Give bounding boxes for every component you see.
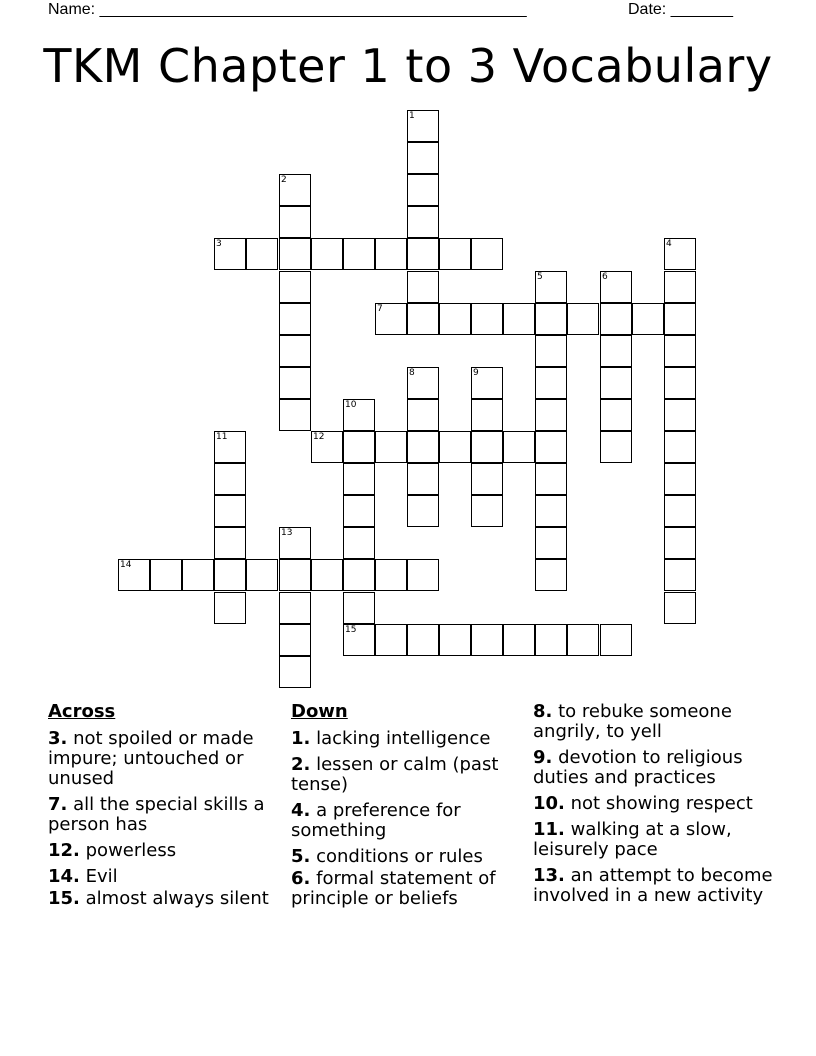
clue-text: not spoiled or made impure; untouched or unused	[48, 728, 254, 789]
grid-cell[interactable]	[567, 624, 599, 656]
grid-cell[interactable]	[439, 238, 471, 270]
grid-cell[interactable]	[375, 431, 407, 463]
cell-number: 13	[281, 528, 293, 538]
grid-cell[interactable]	[600, 431, 632, 463]
clue-down-13	[533, 866, 773, 906]
clue-text: walking at a slow, leisurely pace	[533, 819, 732, 860]
clue-number: 6.	[291, 868, 311, 889]
grid-cell[interactable]	[279, 527, 311, 559]
grid-cell[interactable]	[471, 463, 503, 495]
grid-cell[interactable]	[407, 559, 439, 591]
clue-number: 8.	[533, 701, 553, 722]
across-heading: Across	[48, 701, 116, 722]
grid-cell[interactable]	[407, 431, 439, 463]
page-title: TKM Chapter 1 to 3 Vocabulary	[43, 39, 773, 93]
clue-number: 2.	[291, 754, 311, 775]
grid-cell[interactable]	[664, 592, 696, 624]
grid-cell[interactable]	[407, 463, 439, 495]
grid-cell[interactable]	[407, 495, 439, 527]
grid-cell[interactable]	[471, 367, 503, 399]
clue-across-7	[48, 795, 273, 835]
grid-cell[interactable]	[535, 367, 567, 399]
clue-down-5	[291, 847, 521, 867]
cell-number: 11	[216, 432, 228, 442]
clue-number: 5.	[291, 846, 311, 867]
grid-cell[interactable]	[664, 367, 696, 399]
grid-cell[interactable]	[311, 431, 343, 463]
grid-cell[interactable]	[600, 335, 632, 367]
grid-cell[interactable]	[343, 559, 375, 591]
grid-cell[interactable]	[279, 174, 311, 206]
grid-cell[interactable]	[439, 303, 471, 335]
name-field-label[interactable]: Name: ________________________________________________	[48, 1, 527, 18]
clue-number: 15.	[48, 888, 80, 909]
grid-cell[interactable]	[535, 527, 567, 559]
grid-cell[interactable]	[664, 559, 696, 591]
clue-number: 12.	[48, 840, 80, 861]
grid-cell[interactable]	[375, 303, 407, 335]
grid-cell[interactable]	[279, 592, 311, 624]
grid-cell[interactable]	[535, 624, 567, 656]
grid-cell[interactable]	[375, 238, 407, 270]
clue-text: Evil	[85, 866, 118, 887]
cell-number: 3	[216, 239, 222, 249]
cell-number: 15	[345, 625, 357, 635]
grid-cell[interactable]	[279, 238, 311, 270]
grid-cell[interactable]	[279, 367, 311, 399]
grid-cell[interactable]	[664, 463, 696, 495]
clue-across-15	[48, 889, 273, 909]
grid-cell[interactable]	[407, 303, 439, 335]
grid-cell[interactable]	[407, 399, 439, 431]
grid-cell[interactable]	[279, 399, 311, 431]
grid-cell[interactable]	[664, 495, 696, 527]
grid-cell[interactable]	[343, 592, 375, 624]
grid-cell[interactable]	[343, 238, 375, 270]
grid-cell[interactable]	[439, 431, 471, 463]
grid-cell[interactable]	[439, 624, 471, 656]
grid-cell[interactable]	[343, 624, 375, 656]
grid-cell[interactable]	[503, 303, 535, 335]
grid-cell[interactable]	[279, 303, 311, 335]
grid-cell[interactable]	[535, 271, 567, 303]
grid-cell[interactable]	[600, 303, 632, 335]
clue-down-4	[291, 801, 521, 841]
clue-text: lacking intelligence	[316, 728, 491, 749]
grid-cell[interactable]	[279, 624, 311, 656]
grid-cell[interactable]	[407, 238, 439, 270]
grid-cell[interactable]	[279, 656, 311, 688]
clue-across-12	[48, 841, 273, 861]
grid-cell[interactable]	[567, 303, 599, 335]
clue-number: 11.	[533, 819, 565, 840]
grid-cell[interactable]	[182, 559, 214, 591]
grid-cell[interactable]	[375, 624, 407, 656]
grid-cell[interactable]	[279, 335, 311, 367]
grid-cell[interactable]	[279, 271, 311, 303]
grid-cell[interactable]	[343, 527, 375, 559]
down-clues-continued	[533, 702, 773, 912]
cell-number: 5	[537, 272, 543, 282]
grid-cell[interactable]	[407, 110, 439, 142]
grid-cell[interactable]	[214, 463, 246, 495]
grid-cell[interactable]	[214, 559, 246, 591]
grid-cell[interactable]	[471, 238, 503, 270]
grid-cell[interactable]	[343, 495, 375, 527]
grid-cell[interactable]	[407, 174, 439, 206]
date-field-label[interactable]: Date: _______	[628, 1, 733, 18]
grid-cell[interactable]	[471, 303, 503, 335]
grid-cell[interactable]	[600, 271, 632, 303]
grid-cell[interactable]	[246, 238, 278, 270]
clue-text: powerless	[85, 840, 177, 861]
cell-number: 6	[602, 272, 608, 282]
clue-number: 13.	[533, 865, 565, 886]
grid-cell[interactable]	[407, 206, 439, 238]
cell-number: 10	[345, 400, 357, 410]
clue-number: 9.	[533, 747, 553, 768]
grid-cell[interactable]	[664, 238, 696, 270]
grid-cell[interactable]	[214, 495, 246, 527]
grid-cell[interactable]	[664, 271, 696, 303]
grid-cell[interactable]	[535, 495, 567, 527]
clue-text: almost always silent	[85, 888, 269, 909]
grid-cell[interactable]	[343, 431, 375, 463]
grid-cell[interactable]	[535, 431, 567, 463]
grid-cell[interactable]	[214, 592, 246, 624]
grid-cell[interactable]	[664, 335, 696, 367]
cell-number: 2	[281, 175, 287, 185]
clue-down-10	[533, 794, 773, 814]
clue-down-11	[533, 820, 773, 860]
grid-cell[interactable]	[279, 206, 311, 238]
cell-number: 4	[666, 239, 672, 249]
grid-cell[interactable]	[632, 303, 664, 335]
clue-text: formal statement of principle or beliefs	[291, 868, 496, 909]
grid-cell[interactable]	[407, 142, 439, 174]
clue-text: all the special skills a person has	[48, 794, 265, 835]
cell-number: 12	[313, 432, 325, 442]
grid-cell[interactable]	[600, 367, 632, 399]
clue-number: 1.	[291, 728, 311, 749]
grid-cell[interactable]	[600, 399, 632, 431]
grid-cell[interactable]	[311, 559, 343, 591]
clue-text: an attempt to become involved in a new activity	[533, 865, 773, 906]
grid-cell[interactable]	[279, 559, 311, 591]
grid-cell[interactable]	[214, 431, 246, 463]
grid-cell[interactable]	[471, 399, 503, 431]
grid-cell[interactable]	[407, 271, 439, 303]
grid-cell[interactable]	[214, 238, 246, 270]
grid-cell[interactable]	[471, 624, 503, 656]
grid-cell[interactable]	[535, 559, 567, 591]
grid-cell[interactable]	[664, 399, 696, 431]
grid-cell[interactable]	[375, 559, 407, 591]
clue-text: lessen or calm (past tense)	[291, 754, 499, 795]
grid-cell[interactable]	[471, 495, 503, 527]
grid-cell[interactable]	[535, 463, 567, 495]
clue-text: conditions or rules	[316, 846, 483, 867]
clue-number: 4.	[291, 800, 311, 821]
clue-number: 10.	[533, 793, 565, 814]
clue-down-8	[533, 702, 773, 742]
grid-cell[interactable]	[407, 624, 439, 656]
grid-cell[interactable]	[343, 463, 375, 495]
cell-number: 1	[409, 111, 415, 121]
clue-text: not showing respect	[570, 793, 753, 814]
clue-across-3	[48, 729, 273, 789]
clue-down-6	[291, 869, 521, 909]
grid-cell[interactable]	[535, 399, 567, 431]
grid-cell[interactable]	[214, 527, 246, 559]
clue-down-1	[291, 729, 521, 749]
grid-cell[interactable]	[150, 559, 182, 591]
grid-cell[interactable]	[503, 431, 535, 463]
down-clues	[291, 702, 521, 915]
cell-number: 8	[409, 368, 415, 378]
grid-cell[interactable]	[471, 431, 503, 463]
grid-cell[interactable]	[311, 238, 343, 270]
grid-cell[interactable]	[664, 303, 696, 335]
grid-cell[interactable]	[535, 335, 567, 367]
cell-number: 9	[473, 368, 479, 378]
clue-text: devotion to religious duties and practices	[533, 747, 743, 788]
grid-cell[interactable]	[664, 431, 696, 463]
cell-number: 14	[120, 560, 132, 570]
clue-number: 14.	[48, 866, 80, 887]
clue-number: 3.	[48, 728, 68, 749]
down-heading: Down	[291, 701, 348, 722]
grid-cell[interactable]	[503, 624, 535, 656]
grid-cell[interactable]	[535, 303, 567, 335]
grid-cell[interactable]	[600, 624, 632, 656]
grid-cell[interactable]	[246, 559, 278, 591]
grid-cell[interactable]	[664, 527, 696, 559]
clue-text: a preference for something	[291, 800, 461, 841]
clue-across-14	[48, 867, 273, 887]
grid-cell[interactable]	[118, 559, 150, 591]
cell-number: 7	[377, 304, 383, 314]
clue-text: to rebuke someone angrily, to yell	[533, 701, 732, 742]
across-clues	[48, 702, 273, 915]
clue-down-2	[291, 755, 521, 795]
grid-cell[interactable]	[407, 367, 439, 399]
clue-down-9	[533, 748, 773, 788]
clue-number: 7.	[48, 794, 68, 815]
grid-cell[interactable]	[343, 399, 375, 431]
